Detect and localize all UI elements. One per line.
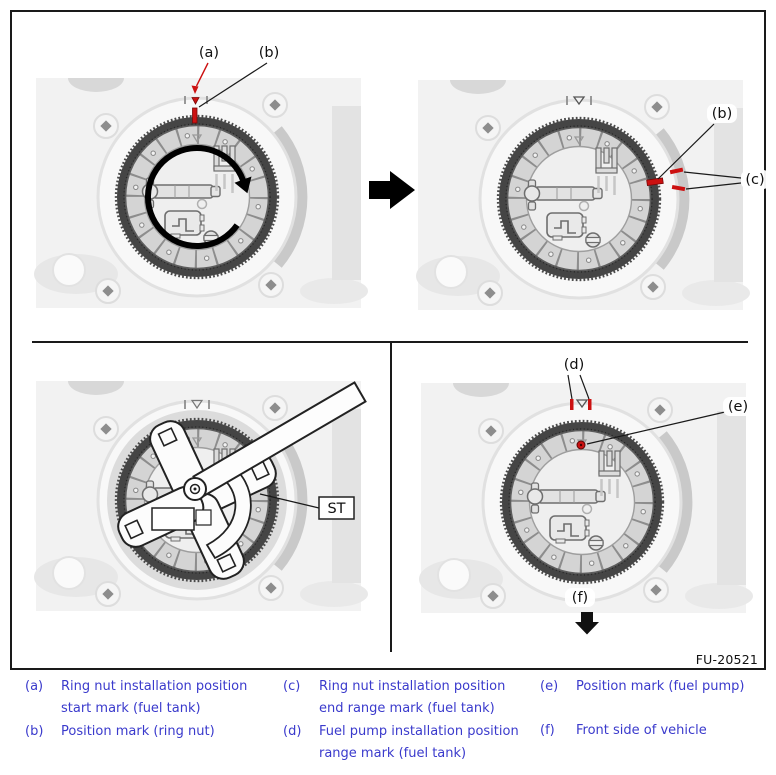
legend-text: end range mark (fuel tank)	[319, 701, 495, 716]
st-label: ST	[327, 501, 346, 517]
callout-d: (d)	[563, 357, 585, 373]
callout-b: (b)	[711, 106, 733, 122]
panel-pump-position	[391, 342, 768, 662]
callout-a: (a)	[198, 45, 220, 61]
panel-special-tool	[12, 342, 391, 662]
ring-position-mark-b	[193, 108, 198, 123]
legend-entry-c	[283, 676, 536, 720]
legend-key-b: (b)	[25, 724, 44, 739]
legend-key-c: (c)	[283, 679, 301, 694]
legend-text: range mark (fuel tank)	[319, 746, 467, 761]
legend-key-d: (d)	[283, 724, 302, 739]
callout-b: (b)	[258, 45, 280, 61]
legend-text: Position mark (fuel pump)	[576, 679, 745, 694]
legend-column-2	[283, 676, 536, 766]
legend-key-e: (e)	[540, 679, 559, 694]
figure-frame	[10, 10, 766, 670]
pump-range-mark-d1	[570, 399, 574, 410]
legend-entry-f	[540, 720, 772, 742]
callout-e: (e)	[727, 399, 749, 415]
legend-column-1	[25, 676, 275, 744]
step-arrow-icon	[362, 164, 422, 216]
panel-end-position	[391, 12, 768, 342]
callout-c: (c)	[745, 172, 765, 188]
legend-entry-a	[25, 676, 275, 720]
legend-key-a: (a)	[25, 679, 44, 694]
panel-divider-vertical	[390, 342, 392, 652]
pump-position-mark-e-dot	[580, 444, 582, 446]
legend-entry-e	[540, 676, 772, 698]
callout-f: (f)	[571, 590, 589, 606]
legend-text: start mark (fuel tank)	[61, 701, 201, 716]
legend-text: Front side of vehicle	[576, 723, 707, 738]
legend-text: Ring nut installation position	[61, 679, 248, 694]
legend-key-f: (f)	[540, 723, 555, 738]
pump-range-mark-d2	[588, 399, 592, 410]
front-direction-arrow-icon	[575, 612, 599, 635]
legend-column-3	[540, 676, 772, 743]
legend-text: Ring nut installation position	[319, 679, 506, 694]
legend-entry-b	[25, 721, 275, 743]
legend-entry-d	[283, 721, 536, 765]
legend-text: Fuel pump installation position	[319, 724, 519, 739]
legend-text: Position mark (ring nut)	[61, 724, 215, 739]
figure-code: FU-20521	[695, 652, 758, 667]
panel-start-position	[12, 12, 391, 342]
